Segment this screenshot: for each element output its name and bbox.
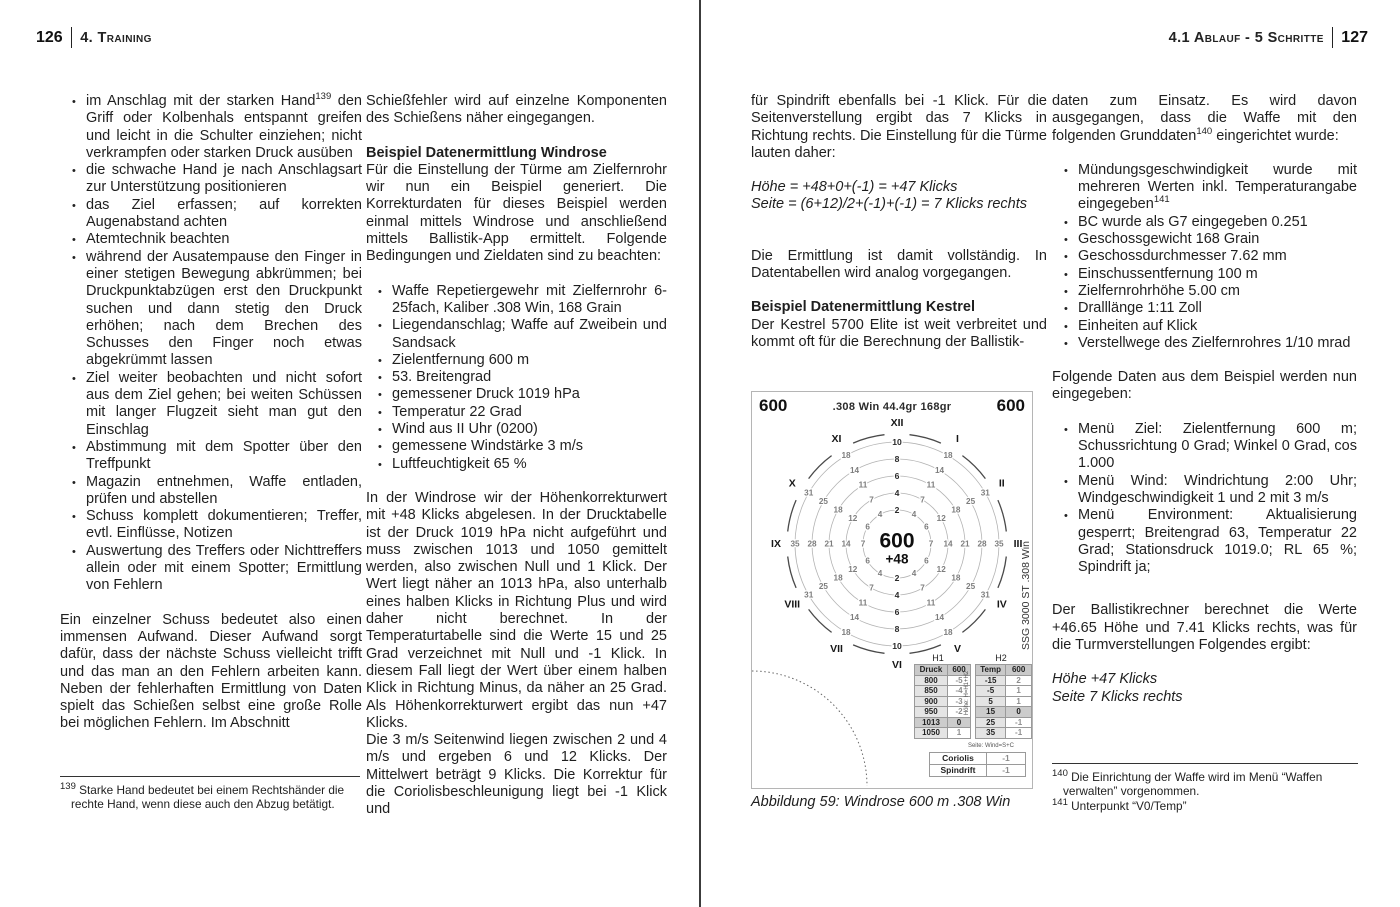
table-row: 800 -5 [915, 675, 971, 686]
click-value: 28 [977, 539, 987, 549]
paragraph-spindrift: für Spindrift ebenfalls bei -1 Klick. Für die Seitenverstellung ergibt das 7 Klicks in Richtung rechts. Die Einstellung für die Türme lauten daher: [751, 93, 1047, 161]
page-number-right: 127 [1341, 28, 1368, 46]
click-value: 18 [951, 505, 961, 515]
table-row: 1013 0 [915, 717, 971, 728]
click-value: 31 [804, 488, 814, 498]
clock-numeral: IV [996, 598, 1007, 611]
list-item: • Menü Environment: Aktualisierung gesperrt; Breitengrad 63, Temperatur 22 Grad; Stationsdruck 1019.0; RL 65 %; Spindrift ja; [1078, 507, 1357, 576]
table-row: 15 0 [976, 707, 1032, 718]
click-value: 7 [928, 539, 934, 549]
click-value: 25 [966, 497, 976, 506]
click-value: 7 [920, 583, 925, 593]
table-header-row: Druck 600 [915, 665, 971, 676]
click-value: 12 [936, 565, 946, 574]
click-value: 6 [865, 522, 870, 532]
wind-speed-label: 2 [894, 505, 900, 515]
clock-numeral: VI [892, 659, 902, 671]
header-divider-right [1332, 27, 1334, 48]
click-value: 12 [936, 514, 946, 523]
footnote-block-right [1052, 763, 1358, 813]
clock-numeral: X [788, 477, 796, 490]
table-row: Spindrift -1 [930, 765, 1026, 777]
list-item: • Luftfeuchtigkeit 65 % [392, 456, 667, 473]
footnote-141: $^{141}$ Unterpunkt “V0/Temp” [1052, 796, 1187, 813]
click-value: 21 [824, 539, 834, 549]
list-item: • gemessener Druck 1019 hPa [392, 386, 667, 403]
list-item: • Verstellwege des Zielfernrohres 1/10 mrad [1078, 335, 1357, 352]
click-value: 4 [877, 568, 883, 578]
right-page-column-2 [1052, 93, 1357, 706]
click-value: 11 [926, 598, 936, 608]
left-page-header [36, 27, 152, 48]
right-page-column-1 [751, 93, 1047, 351]
shooting-procedure-list [60, 93, 362, 595]
click-value: 25 [818, 497, 828, 506]
paragraph-folgende-daten: Folgende Daten aus dem Beispiel werden nun eingegeben: [1052, 369, 1357, 403]
paragraph-grunddaten: daten zum Einsatz. Es wird davon ausgegangen, dass die Waffe mit den folgenden Grunddaten$^{140}$ eingerichtet wurde: [1052, 93, 1357, 144]
list-item: • Zielfernrohrhöhe 5.00 cm [1078, 283, 1357, 300]
table-row: -15 2 [976, 675, 1032, 686]
paragraph-single-shot: Ein einzelner Schuss bedeutet also einen immensen Aufwand. Dieser Aufwand sorgt dafür, dass der nächste Schuss vielleicht trifft und das man an den Fehlern arbeiten kann. Neben der fehlerhaften Ermittlung von Daten spielt das Schießen selbst eine große Rolle bei möglichen Fehlern. Im Abschnitt [60, 611, 362, 732]
windage-formula-note: Seite: Wind=S+C [967, 743, 1014, 749]
footnote-marker: 141 [1052, 796, 1068, 808]
list-item: • Geschossgewicht 168 Grain [1078, 231, 1357, 248]
wind-speed-label: 4 [894, 488, 900, 498]
footnote-rule [1052, 763, 1358, 764]
clock-numeral: IX [771, 538, 781, 550]
right-page-header [1169, 27, 1368, 48]
rifle-label: SSG 3000 ST .308 Win [1020, 541, 1032, 650]
click-value: 14 [934, 613, 945, 623]
rifle-setup-list [1052, 162, 1357, 352]
click-value: 6 [924, 556, 929, 566]
click-value: 14 [841, 539, 851, 549]
table-row: Coriolis -1 [930, 753, 1026, 765]
page-number-left: 126 [36, 28, 63, 46]
list-item: • gemessene Windstärke 3 m/s [392, 438, 667, 455]
paragraph-ballistikrechner: Der Ballistikrechner berechnet die Werte +46.65 Höhe und 7.41 Klicks rechts, was für die Turmverstellungen Folgendes ergibt: [1052, 602, 1357, 654]
list-item: • Atemtechnik beachten [86, 231, 362, 248]
result-hoehe: Höhe +47 Klicks [1052, 671, 1158, 688]
paragraph-windrose-reading: In der Windrose wir der Höhenkorrekturwert mit +48 Klicks abgelesen. In der Drucktabelle ist der Druck 1019 hPa nicht aufgeführt und muss zwischen 1013 und 1050 gemittelt werden, also zwischen Null und 1 Klick. Der Wert liegt näher an 1013 hPa, also unterhalb eines halben Klicks in Richtung Plus und wird daher nicht berechnet. In der Temperaturtabelle sind die Werte 15 und 25 Grad verzeichnet mit Null und -1 Klick. In diesem Fall liegt der Wert über einem halben Klick in Richtung Minus, da näher an 25 Grad. Als Höhenkorrekturwert ergibt das nun +47 Klicks. [366, 489, 667, 731]
list-item: • Abstimmung mit dem Spotter über den Treffpunkt [86, 439, 362, 474]
wind-speed-label: 10 [892, 641, 902, 651]
wind-speed-label: 6 [894, 607, 900, 617]
click-value: 25 [966, 582, 976, 591]
temperature-table [975, 664, 1032, 739]
list-item: • im Anschlag mit der starken Hand$^{139}$ den Griff oder Kolbenhals entspannt greifen und leicht in die Schulter einziehen; nicht verkrampfen oder starken Druck ausüben [86, 93, 362, 162]
clock-numeral: VII [830, 642, 843, 655]
distance-label-left: 600 [759, 396, 788, 415]
table-row: -5 1 [976, 686, 1032, 697]
heading-beispiel-windrose: Beispiel Datenermittlung Windrose [366, 144, 607, 161]
clock-numeral: XII [890, 417, 904, 429]
chapter-title: 4. Training [80, 29, 152, 46]
click-value: 4 [911, 510, 917, 520]
list-item: • Menü Ziel: Zielentfernung 600 m; Schussrichtung 0 Grad; Winkel 0 Grad, cos 1.000 [1078, 421, 1357, 473]
click-value: 12 [848, 565, 858, 574]
list-item: • Zielentfernung 600 m [392, 352, 667, 369]
wind-speed-label: 8 [894, 454, 900, 464]
table-row: 950 -2 [915, 707, 971, 718]
click-value: 21 [960, 539, 970, 549]
wind-speed-label: 6 [894, 471, 900, 481]
clock-numeral: II [998, 477, 1005, 490]
table-row: 25 -1 [976, 717, 1032, 728]
list-item: • Wind aus II Uhr (0200) [392, 421, 667, 438]
clock-numeral: VIII [784, 598, 801, 611]
table-row: 1050 1 [915, 728, 971, 739]
wind-speed-label: 10 [892, 437, 902, 447]
list-item: • Menü Wind: Windrichtung 2:00 Uhr; Windgeschwindigkeit 1 und 2 mit 3 m/s [1078, 473, 1357, 508]
formula-hoehe: Höhe = +48+0+(-1) = +47 Klicks [751, 179, 958, 196]
list-item: • Temperatur 22 Grad [392, 404, 667, 421]
click-value: 7 [869, 495, 874, 505]
wind-speed-label: 2 [894, 573, 900, 583]
click-value: 31 [980, 590, 990, 600]
footnote-140: $^{140}$ Die Einrichtung der Waffe wird im Menü “Waffen verwalten” vorgenommen. [1052, 768, 1323, 799]
click-value: 4 [911, 568, 917, 578]
paragraph-seitenwind: Die 3 m/s Seitenwind liegen zwischen 2 und 4 m/s und ergeben 6 und 12 Klicks. Der Mittelwert beträgt 9 Klicks. Die Korrektur für die Coriolisbeschleunigung liegt bei -1 Klick und [366, 732, 667, 818]
click-value: 12 [848, 514, 858, 523]
heading-beispiel-kestrel: Beispiel Datenermittlung Kestrel [751, 299, 975, 316]
kestrel-menu-list [1052, 421, 1357, 577]
distance-label-right: 600 [996, 396, 1025, 415]
click-value: 6 [865, 556, 870, 566]
list-item: • das Ziel erfassen; auf korrekten Augenabstand achten [86, 197, 362, 232]
click-value: 7 [920, 495, 925, 505]
clock-numeral: I [956, 433, 959, 446]
click-value: 35 [994, 539, 1004, 549]
section-title: 4.1 Ablauf - 5 Schritte [1168, 29, 1324, 46]
click-value: 7 [860, 539, 866, 549]
result-seite: Seite 7 Klicks rechts [1052, 688, 1183, 705]
formula-seite: Seite = (6+12)/2+(-1)+(-1) = 7 Klicks rechts [751, 196, 1028, 213]
list-item: • Auswertung des Treffers oder Nichttreffers allein oder mit einem Spotter; Ermittlung von Fehlern [86, 543, 362, 595]
table-h2-label: H2 [995, 653, 1007, 663]
center-distance: 600 [879, 529, 915, 553]
list-item: • Waffe Repetiergewehr mit Zielfernrohr 6-25fach, Kaliber .308 Win, 168 Grain [392, 283, 667, 318]
clock-numeral: XI [831, 433, 842, 446]
click-value: 18 [833, 505, 843, 515]
wind-speed-label: 8 [894, 624, 900, 634]
click-value: 25 [818, 582, 828, 591]
list-item: • Einheiten auf Klick [1078, 318, 1357, 335]
click-value: 18 [943, 627, 953, 637]
click-value: 18 [943, 451, 953, 461]
pressure-table [914, 664, 971, 739]
table-row: 900 -3 [915, 696, 971, 707]
list-item: • BC wurde als G7 eingegeben 0.251 [1078, 214, 1357, 231]
list-item: • Geschossdurchmesser 7.62 mm [1078, 248, 1357, 265]
list-item: • Einschussentfernung 100 m [1078, 266, 1357, 283]
list-item: • Magazin entnehmen, Waffe entladen, prüfen und abstellen [86, 474, 362, 509]
conditions-list [366, 283, 667, 473]
paragraph-schiessfehler: Schießfehler wird auf einzelne Komponenten des Schießens näher eingegangen. [366, 93, 667, 127]
list-item: • während der Ausatempause den Finger in einer stetigen Bewegung abkrümmen; bei Druckpunktabzügen erst den Druckpunkt suchen und dann stetig den Druck erhöhen; nach dem Brechen des Schusses den Finger noch etwas abgekrümmt lassen [86, 249, 362, 370]
table-header-row: Temp 600 [976, 665, 1032, 676]
windrose-figure [751, 391, 1033, 789]
paragraph-kestrel: Der Kestrel 5700 Elite ist weit verbreitet und kommt oft für die Berechnung der Ballistik- [751, 316, 1047, 350]
click-value: 6 [924, 522, 929, 532]
click-value: 14 [849, 465, 860, 475]
paragraph-einstellung: Für die Einstellung der Türme am Zielfernrohr wir nun ein Beispiel generiert. Die Korrekturdaten für dieses Beispiel werden einmal mittels Windrose und anschließend mittels Ballistik-App ermittelt. Folgende Bedingungen und Zieldaten sind zu beachten: [366, 161, 667, 265]
click-value: 14 [934, 465, 945, 475]
center-elevation: +48 [885, 551, 909, 567]
click-value: 11 [858, 598, 868, 608]
footnote-marker: 139 [60, 781, 76, 793]
table-row: 35 -1 [976, 728, 1032, 739]
paragraph-ermittlung: Die Ermittlung ist damit vollständig. In Datentabellen wird analog vorgegangen. [751, 247, 1047, 282]
list-item: • Liegendanschlag; Waffe auf Zweibein und Sandsack [392, 317, 667, 352]
list-item: • Ziel weiter beobachten und nicht sofort aus dem Ziel gehen; bei weiten Schüssen mit langer Flugzeit sieht man gut den Einschlag [86, 370, 362, 439]
footnote-rule [60, 776, 360, 777]
click-value: 18 [841, 451, 851, 461]
click-value: 14 [943, 539, 953, 549]
click-value: 14 [849, 613, 860, 623]
left-page-column-1 [60, 93, 362, 733]
figure-caption: Abbildung 59: Windrose 600 m .308 Win [751, 794, 1011, 810]
left-page-column-2 [366, 93, 667, 819]
list-item: • Schuss komplett dokumentieren; Treffer, evtl. Einflüsse, Notizen [86, 508, 362, 543]
table-h1-label: H1 [932, 653, 944, 663]
click-value: 7 [869, 583, 874, 593]
clock-numeral: V [953, 642, 962, 655]
click-value: 11 [926, 480, 936, 490]
click-value: 11 [858, 480, 868, 490]
windrose-title: .308 Win 44.4gr 168gr [832, 401, 952, 413]
click-value: 28 [807, 539, 817, 549]
click-value: 18 [833, 573, 843, 583]
clock-numeral: III [1013, 538, 1023, 550]
footnote-marker: 140 [1052, 768, 1068, 780]
list-item: • Mündungsgeschwindigkeit wurde mit mehreren Werten inkl. Temperaturangabe eingegeben$^{141}$ [1078, 162, 1357, 214]
list-item: • Dralllänge 1:11 Zoll [1078, 300, 1357, 317]
wind-speed-label: 4 [894, 590, 900, 600]
page-gutter-divider [699, 0, 701, 907]
click-value: 4 [877, 510, 883, 520]
click-value: 31 [804, 590, 814, 600]
elevation-formula-note: Höhe: H=H1+H2 [964, 670, 970, 716]
list-item: • die schwache Hand je nach Anschlagsart zur Unterstützung positionieren [86, 162, 362, 197]
click-value: 31 [980, 488, 990, 498]
header-divider-left [71, 27, 73, 48]
table-row: 850 -4 [915, 686, 971, 697]
corrections-table [929, 752, 1026, 777]
click-value: 35 [790, 539, 800, 549]
click-value: 18 [841, 627, 851, 637]
table-row: 5 1 [976, 696, 1032, 707]
footnote-block-left [60, 776, 360, 812]
dotted-quarter-arc [752, 671, 867, 786]
footnote-139: $^{139}$ Starke Hand bedeutet bei einem Rechtshänder die rechte Hand, wenn diese auch den Abzug betätigt. [60, 781, 345, 812]
click-value: 18 [951, 573, 961, 583]
list-item: • 53. Breitengrad [392, 369, 667, 386]
